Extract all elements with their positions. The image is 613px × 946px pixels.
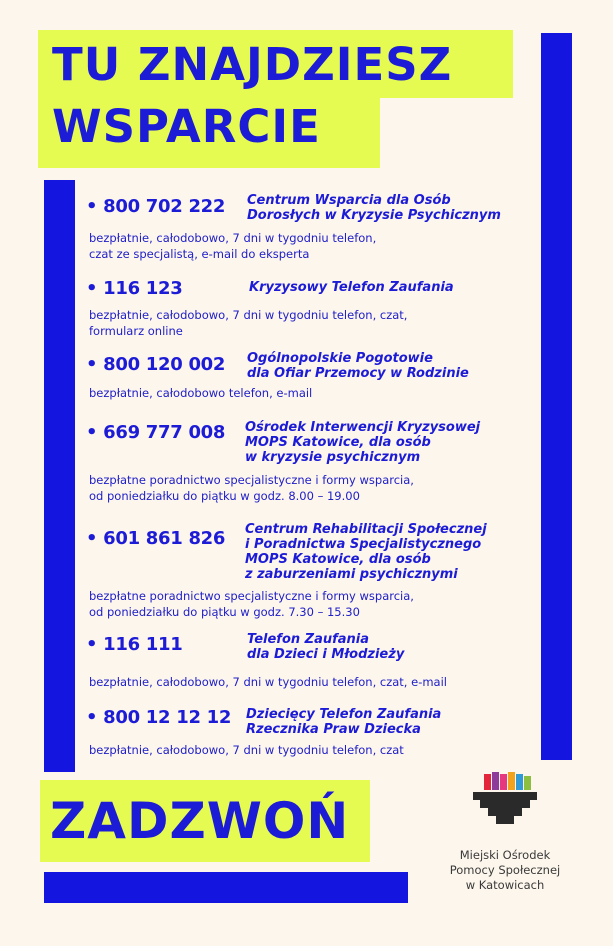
mops-logo-icon xyxy=(470,770,540,840)
service-description: bezpłatnie, całodobowo, 7 dni w tygodniu telefon, czat, e-mail xyxy=(89,675,447,689)
phone-number[interactable]: • 601 861 826 xyxy=(86,528,226,549)
organization-name: Kryzysowy Telefon Zaufania xyxy=(249,280,454,295)
phone-number[interactable]: • 800 12 12 12 xyxy=(86,707,232,728)
bottom-decor-bar xyxy=(44,872,408,903)
service-description: bezpłatnie, całodobowo, 7 dni w tygodniu telefon, czat, formularz online xyxy=(89,308,408,338)
organization-name: Ogólnopolskie Pogotowie dla Ofiar Przemocy w Rodzinie xyxy=(247,351,469,381)
title-banner xyxy=(38,30,513,168)
phone-number[interactable]: • 116 123 xyxy=(86,278,183,299)
call-to-action-banner xyxy=(40,780,370,862)
organization-name: Ośrodek Interwencji Kryzysowej MOPS Katowice, dla osób w kryzysie psychicznym xyxy=(245,420,481,465)
organization-name: Dziecięcy Telefon Zaufania Rzecznika Praw Dziecka xyxy=(246,707,442,737)
phone-number[interactable]: • 669 777 008 xyxy=(86,422,226,443)
service-description: bezpłatnie, całodobowo, 7 dni w tygodniu telefon, czat xyxy=(89,743,404,757)
phone-number[interactable]: • 800 120 002 xyxy=(86,354,226,375)
service-description: bezpłatnie, całodobowo, 7 dni w tygodniu telefon, czat ze specjalistą, e-mail do eksperta xyxy=(89,231,377,261)
phone-number[interactable]: • 116 111 xyxy=(86,634,183,655)
organization-name: Telefon Zaufania dla Dzieci i Młodzieży xyxy=(247,632,405,662)
organization-name: Centrum Wsparcia dla Osób Dorosłych w Kryzysie Psychicznym xyxy=(247,193,501,223)
service-description: bezpłatne poradnictwo specjalistyczne i formy wsparcia, od poniedziałku do piątku w godz. 8.00 – 19.00 xyxy=(89,473,414,503)
title-line-1: TU ZNAJDZIESZ xyxy=(52,38,453,91)
right-decor-bar xyxy=(541,33,572,760)
left-decor-bar xyxy=(44,180,75,772)
title-line-2: WSPARCIE xyxy=(52,100,321,153)
call-to-action-text: ZADZWOŃ xyxy=(50,792,350,850)
service-description: bezpłatnie, całodobowo telefon, e-mail xyxy=(89,386,313,400)
phone-number[interactable]: • 800 702 222 xyxy=(86,196,226,217)
mops-logo-text: Miejski Ośrodek Pomocy Społecznej w Katowicach xyxy=(449,848,561,892)
organization-name: Centrum Rehabilitacji Społecznej i Poradnictwa Specjalistycznego MOPS Katowice, dla osób z zaburzeniami psychicznymi xyxy=(245,522,487,582)
service-description: bezpłatne poradnictwo specjalistyczne i formy wsparcia, od poniedziałku do piątku w godz. 7.30 – 15.30 xyxy=(89,589,414,619)
